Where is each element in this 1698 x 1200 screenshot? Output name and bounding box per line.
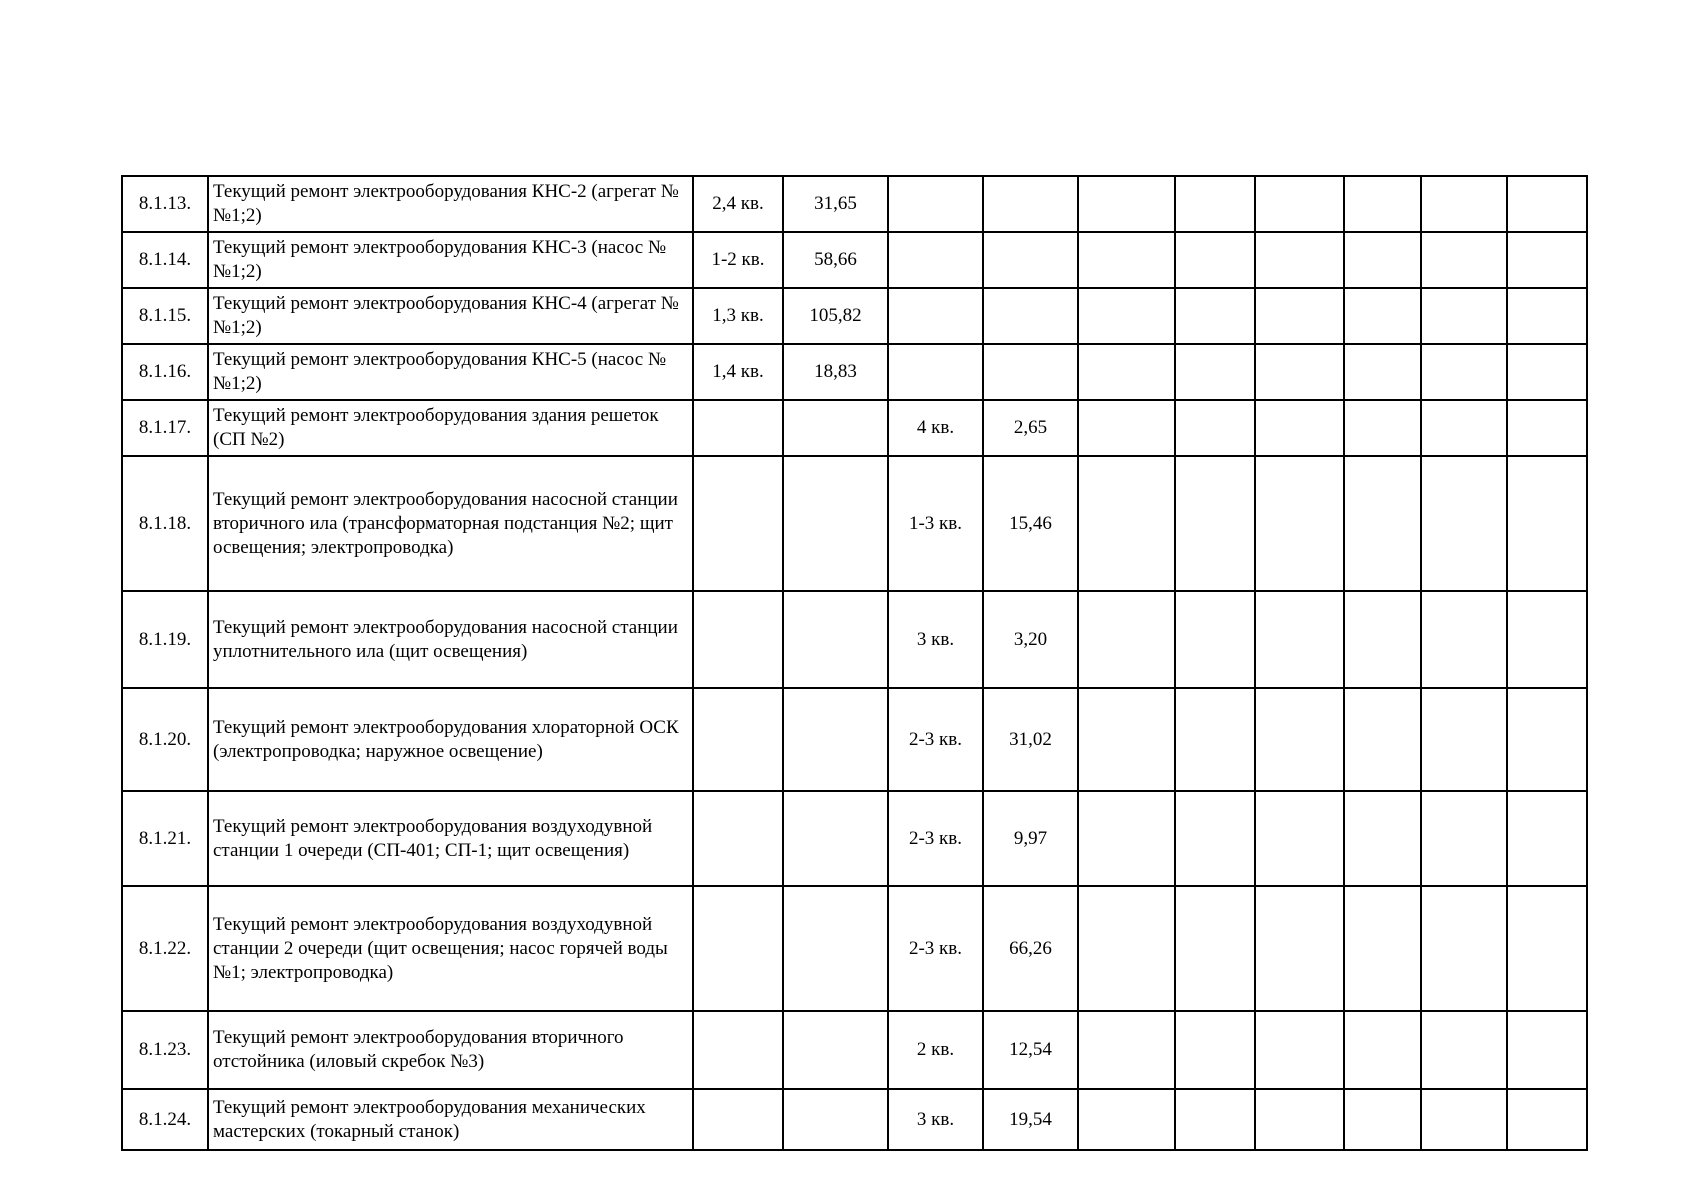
empty-cell [1078,1089,1175,1150]
cost-cell [783,400,888,456]
table-body [122,176,1587,1150]
period-cell [693,791,783,886]
cost-cell: 18,83 [783,344,888,400]
table-row [122,791,1587,886]
table-row [122,591,1587,688]
cost-cell: 19,54 [983,1089,1078,1150]
empty-cell [1344,288,1421,344]
empty-cell [1344,176,1421,232]
empty-cell [1175,288,1255,344]
row-number-cell: 8.1.19. [122,591,208,688]
empty-cell [1421,1089,1507,1150]
empty-cell [1507,456,1587,591]
empty-cell [1344,400,1421,456]
empty-cell [1255,176,1344,232]
period-cell [693,1011,783,1089]
table-row [122,400,1587,456]
period-cell [693,886,783,1011]
work-description-cell: Текущий ремонт электрооборудования механических мастерских (токарный станок) [208,1089,693,1150]
empty-cell [1175,1011,1255,1089]
empty-cell [1255,591,1344,688]
empty-cell [1421,886,1507,1011]
cost-cell: 12,54 [983,1011,1078,1089]
empty-cell [1421,456,1507,591]
period-cell [888,344,983,400]
period-cell: 2 кв. [888,1011,983,1089]
empty-cell [1255,456,1344,591]
period-cell: 3 кв. [888,591,983,688]
empty-cell [1344,591,1421,688]
empty-cell [1344,791,1421,886]
empty-cell [1078,456,1175,591]
row-number-cell: 8.1.21. [122,791,208,886]
empty-cell [1507,288,1587,344]
empty-cell [1255,688,1344,791]
empty-cell [1175,791,1255,886]
empty-cell [1255,232,1344,288]
cost-cell [983,288,1078,344]
empty-cell [1421,791,1507,886]
period-cell: 1-2 кв. [693,232,783,288]
empty-cell [1507,688,1587,791]
empty-cell [1078,1011,1175,1089]
empty-cell [1421,591,1507,688]
cost-cell: 2,65 [983,400,1078,456]
cost-cell: 31,02 [983,688,1078,791]
empty-cell [1255,1089,1344,1150]
cost-cell [983,232,1078,288]
cost-cell [783,886,888,1011]
cost-cell [783,1089,888,1150]
table-row [122,176,1587,232]
table-row [122,456,1587,591]
period-cell: 3 кв. [888,1089,983,1150]
empty-cell [1507,400,1587,456]
period-cell [888,176,983,232]
empty-cell [1507,791,1587,886]
row-number-cell: 8.1.16. [122,344,208,400]
table-row [122,886,1587,1011]
row-number-cell: 8.1.17. [122,400,208,456]
empty-cell [1507,591,1587,688]
period-cell: 2,4 кв. [693,176,783,232]
table-row [122,1089,1587,1150]
period-cell: 1,3 кв. [693,288,783,344]
period-cell [693,591,783,688]
empty-cell [1344,688,1421,791]
work-description-cell: Текущий ремонт электрооборудования насосной станции уплотнительного ила (щит освещения) [208,591,693,688]
empty-cell [1078,288,1175,344]
empty-cell [1344,1089,1421,1150]
period-cell: 1-3 кв. [888,456,983,591]
empty-cell [1078,688,1175,791]
cost-cell: 9,97 [983,791,1078,886]
work-description-cell: Текущий ремонт электрооборудования воздуходувной станции 2 очереди (щит освещения; насос горячей воды №1; электропроводка) [208,886,693,1011]
cost-cell [783,1011,888,1089]
cost-cell [983,344,1078,400]
empty-cell [1507,344,1587,400]
cost-cell [783,591,888,688]
empty-cell [1078,400,1175,456]
row-number-cell: 8.1.23. [122,1011,208,1089]
cost-cell: 58,66 [783,232,888,288]
empty-cell [1078,591,1175,688]
empty-cell [1175,232,1255,288]
work-description-cell: Текущий ремонт электрооборудования КНС-2 (агрегат №№1;2) [208,176,693,232]
period-cell [888,288,983,344]
period-cell: 2-3 кв. [888,791,983,886]
empty-cell [1255,886,1344,1011]
empty-cell [1421,288,1507,344]
empty-cell [1255,791,1344,886]
row-number-cell: 8.1.24. [122,1089,208,1150]
empty-cell [1078,791,1175,886]
empty-cell [1344,344,1421,400]
empty-cell [1175,344,1255,400]
empty-cell [1175,688,1255,791]
period-cell [693,456,783,591]
cost-cell: 15,46 [983,456,1078,591]
empty-cell [1421,400,1507,456]
empty-cell [1421,344,1507,400]
row-number-cell: 8.1.20. [122,688,208,791]
cost-cell [983,176,1078,232]
cost-cell [783,456,888,591]
empty-cell [1507,176,1587,232]
period-cell [693,1089,783,1150]
work-description-cell: Текущий ремонт электрооборудования КНС-3 (насос №№1;2) [208,232,693,288]
table-row [122,688,1587,791]
period-cell: 1,4 кв. [693,344,783,400]
cost-cell [783,791,888,886]
empty-cell [1175,591,1255,688]
empty-cell [1421,1011,1507,1089]
empty-cell [1078,232,1175,288]
period-cell [888,232,983,288]
work-description-cell: Текущий ремонт электрооборудования здания решеток (СП №2) [208,400,693,456]
empty-cell [1175,886,1255,1011]
work-description-cell: Текущий ремонт электрооборудования насосной станции вторичного ила (трансформаторная подстанция №2; щит освещения; электропроводка) [208,456,693,591]
empty-cell [1078,176,1175,232]
empty-cell [1255,1011,1344,1089]
row-number-cell: 8.1.22. [122,886,208,1011]
cost-cell [783,688,888,791]
table-row [122,344,1587,400]
empty-cell [1421,176,1507,232]
table-row [122,288,1587,344]
period-cell: 4 кв. [888,400,983,456]
cost-cell: 31,65 [783,176,888,232]
row-number-cell: 8.1.15. [122,288,208,344]
work-description-cell: Текущий ремонт электрооборудования КНС-4 (агрегат №№1;2) [208,288,693,344]
row-number-cell: 8.1.13. [122,176,208,232]
period-cell [693,400,783,456]
work-description-cell: Текущий ремонт электрооборудования хлораторной ОСК (электропроводка; наружное освещение) [208,688,693,791]
empty-cell [1421,232,1507,288]
empty-cell [1507,1089,1587,1150]
empty-cell [1507,232,1587,288]
table-row [122,1011,1587,1089]
work-description-cell: Текущий ремонт электрооборудования воздуходувной станции 1 очереди (СП-401; СП-1; щит освещения) [208,791,693,886]
empty-cell [1507,1011,1587,1089]
empty-cell [1344,456,1421,591]
table-row [122,232,1587,288]
empty-cell [1344,232,1421,288]
empty-cell [1421,688,1507,791]
empty-cell [1078,344,1175,400]
row-number-cell: 8.1.14. [122,232,208,288]
work-description-cell: Текущий ремонт электрооборудования КНС-5 (насос №№1;2) [208,344,693,400]
work-description-cell: Текущий ремонт электрооборудования вторичного отстойника (иловый скребок №3) [208,1011,693,1089]
period-cell: 2-3 кв. [888,688,983,791]
period-cell: 2-3 кв. [888,886,983,1011]
period-cell [693,688,783,791]
work-schedule-table [121,175,1588,1151]
cost-cell: 66,26 [983,886,1078,1011]
empty-cell [1078,886,1175,1011]
empty-cell [1255,288,1344,344]
cost-cell: 105,82 [783,288,888,344]
empty-cell [1344,1011,1421,1089]
empty-cell [1175,176,1255,232]
empty-cell [1175,456,1255,591]
empty-cell [1175,1089,1255,1150]
row-number-cell: 8.1.18. [122,456,208,591]
empty-cell [1344,886,1421,1011]
empty-cell [1175,400,1255,456]
cost-cell: 3,20 [983,591,1078,688]
empty-cell [1507,886,1587,1011]
empty-cell [1255,400,1344,456]
empty-cell [1255,344,1344,400]
